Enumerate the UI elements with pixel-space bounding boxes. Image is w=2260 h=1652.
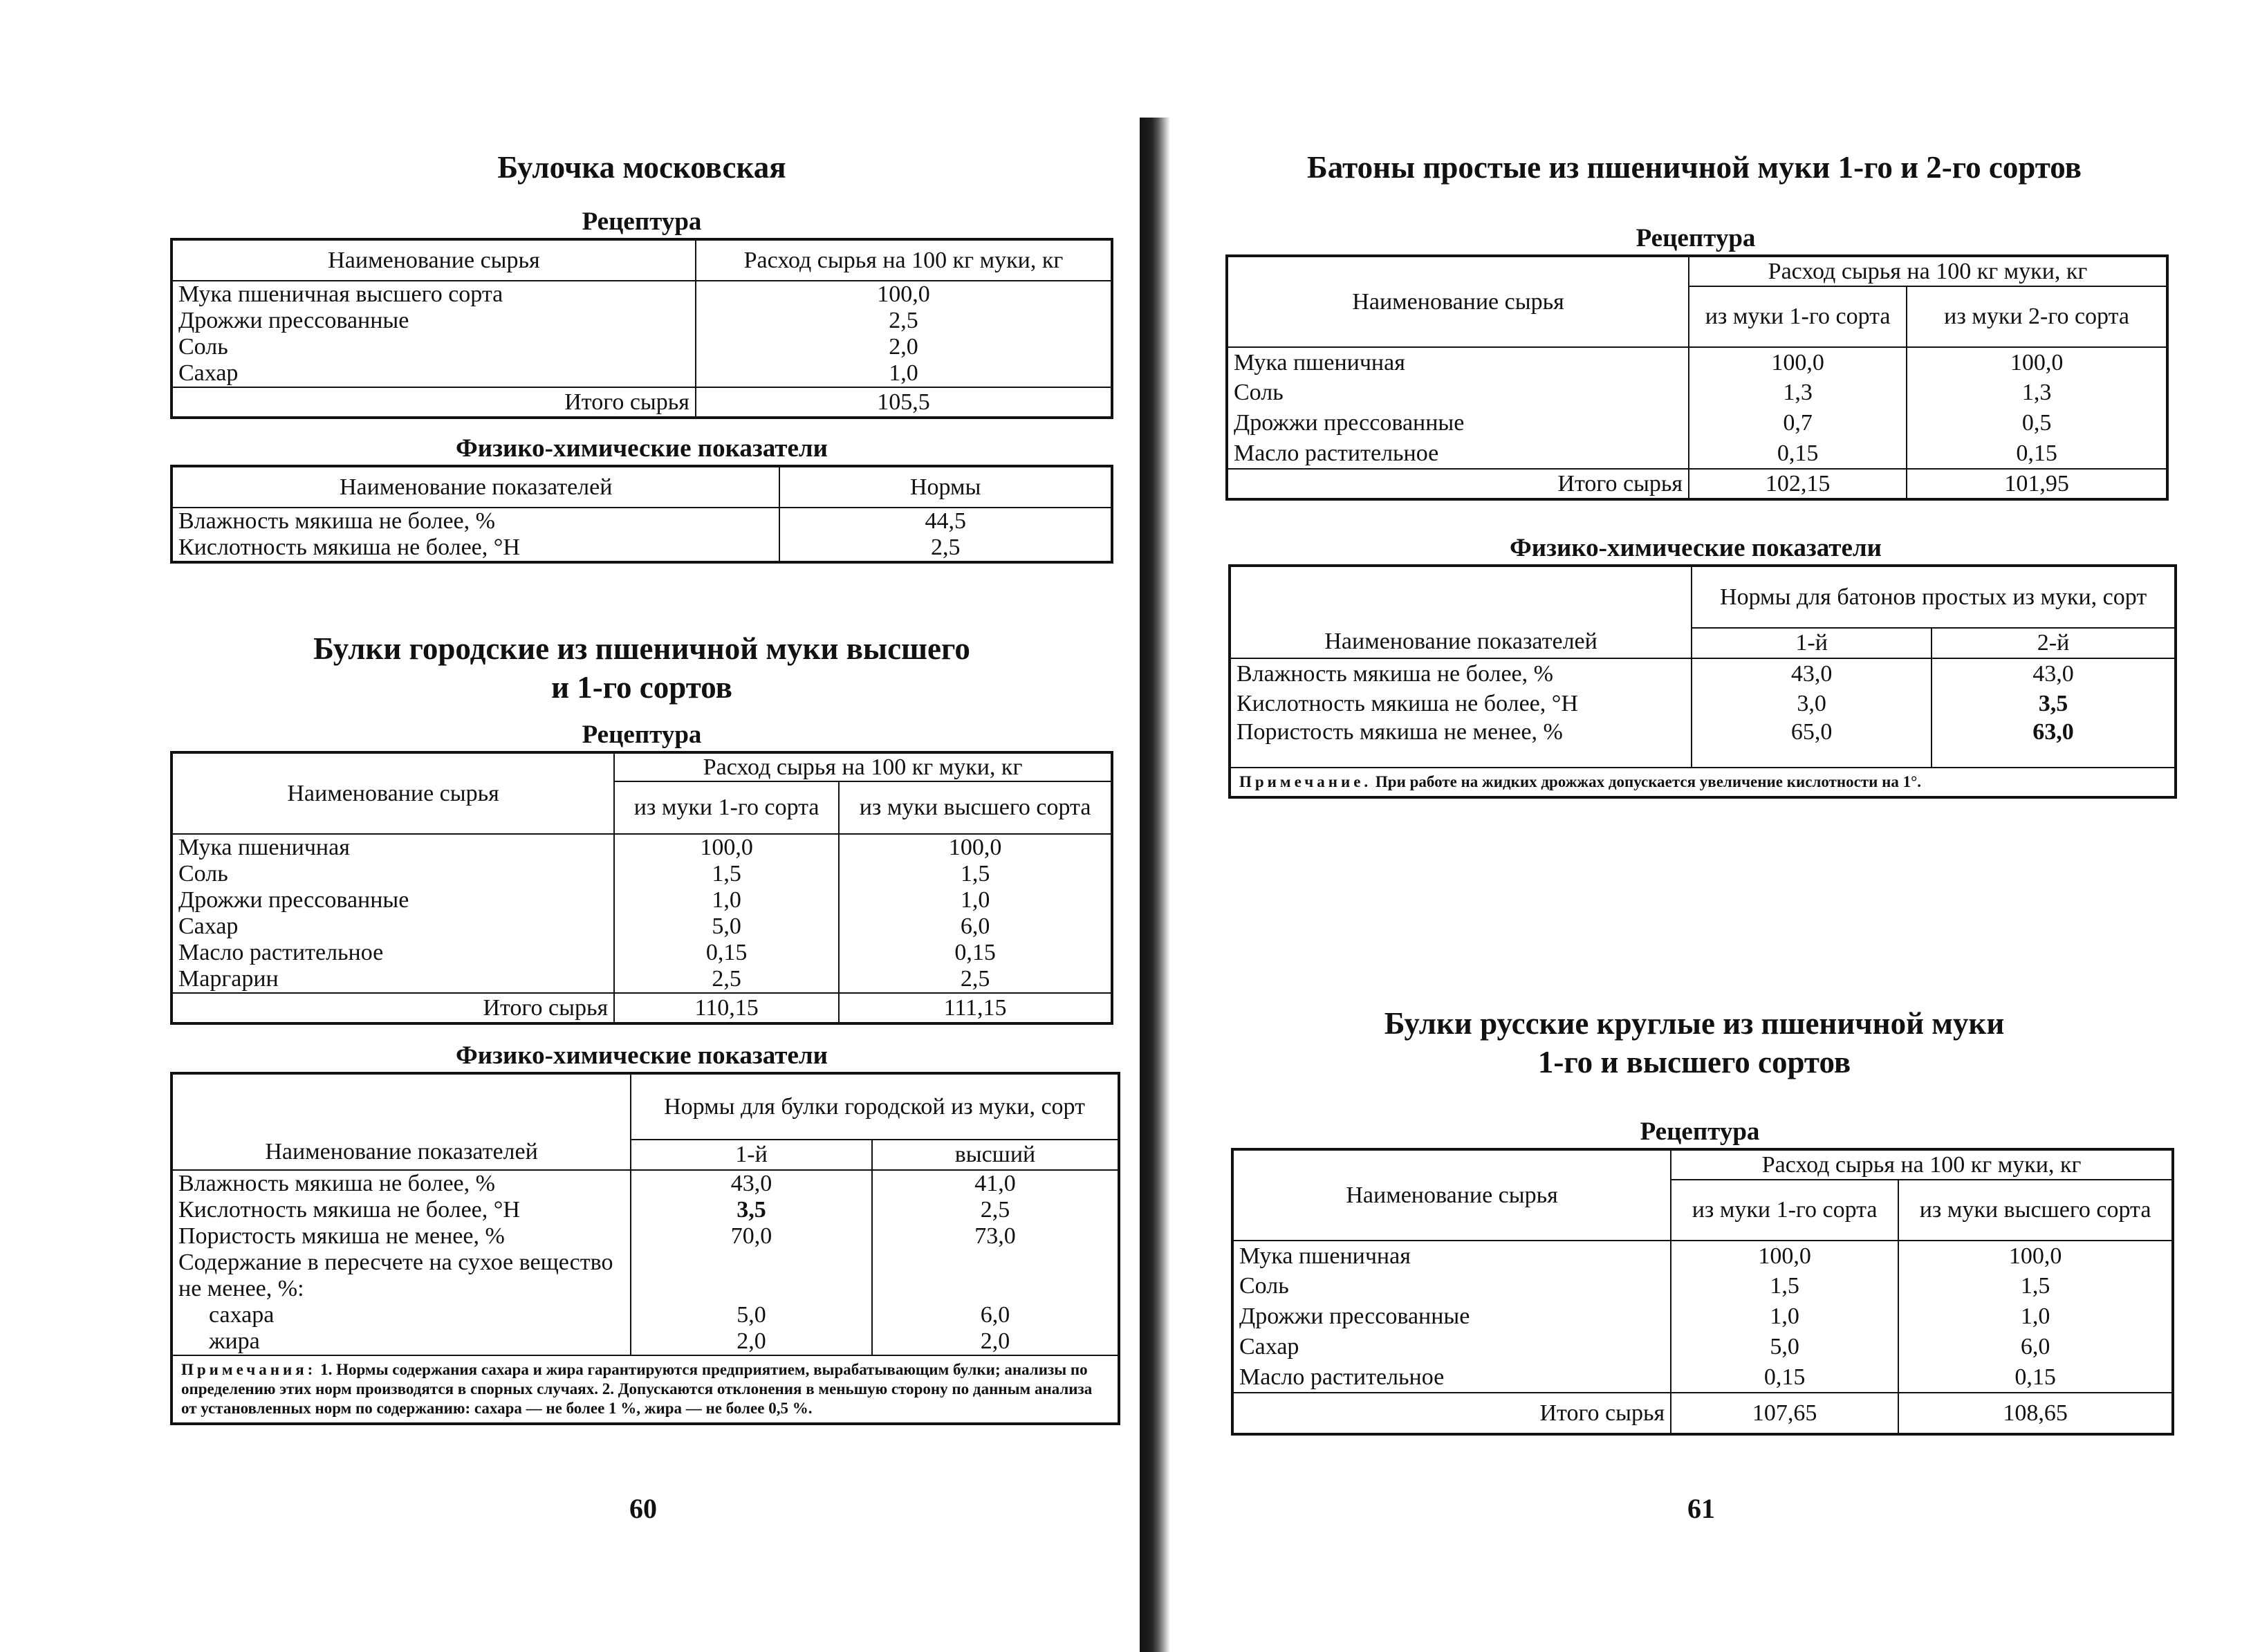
table-row (172, 834, 1112, 861)
row-name: Соль (1232, 1271, 1671, 1301)
row-value-1 (631, 1250, 872, 1302)
moscow-bun-recipe-table (170, 238, 1113, 419)
row-value-1: 100,0 (1689, 347, 1907, 378)
row-value-2: 43,0 (1932, 658, 2176, 689)
row-name: Дрожжи прессованные (172, 887, 614, 913)
row-value-1: 3,5 (631, 1197, 872, 1223)
col-header-name: Наименование сырья (1227, 256, 1689, 347)
row-value-2: 0,15 (1907, 438, 2167, 469)
row-value-1: 65,0 (1692, 719, 1932, 768)
row-value-1: 100,0 (614, 834, 839, 861)
row-value-2 (872, 1250, 1119, 1302)
row-value-2: 63,0 (1932, 719, 2176, 768)
table-row (172, 913, 1112, 940)
row-name: Мука пшеничная (172, 834, 614, 861)
row-name: Кислотность мякиша не более, °Н (1230, 689, 1692, 719)
row-value-1: 1,0 (614, 887, 839, 913)
col-sub-first-grade: из муки 1-го сорта (614, 781, 839, 834)
row-value-2: 6,0 (1898, 1332, 2173, 1362)
simple-loaves-title: Батоны простые из пшеничной муки 1-го и 2-го сортов (1307, 150, 2082, 185)
col-header-indicators: Наименование показателей (172, 466, 779, 508)
row-name: Влажность мякиша не более, % (1230, 658, 1692, 689)
row-value-2: 6,0 (872, 1302, 1119, 1328)
col-header-consumption: Расход сырья на 100 кг муки, кг (696, 239, 1112, 281)
total-value-1: 102,15 (1689, 469, 1907, 499)
total-row (1227, 469, 2167, 499)
row-value-2: 2,5 (839, 966, 1112, 993)
table-row (1227, 438, 2167, 469)
city-buns-recipe-table (170, 751, 1113, 1025)
total-label: Итого сырья (1232, 1393, 1671, 1434)
row-name: Дрожжи прессованные (1232, 1301, 1671, 1332)
total-value-2: 111,15 (839, 993, 1112, 1023)
row-name: Кислотность мякиша не более, °Н (172, 535, 779, 562)
total-value-1: 110,15 (614, 993, 839, 1023)
row-value-1: 1,3 (1689, 378, 1907, 408)
moscow-bun-phys-table (170, 465, 1113, 564)
simple-loaves-phys-table (1228, 564, 2177, 799)
table-row (1230, 658, 2176, 689)
row-name: Пористость мякиша не менее, % (172, 1223, 631, 1250)
row-value-1: 43,0 (1692, 658, 1932, 689)
moscow-bun-phys-heading: Физико-химические показатели (456, 434, 828, 463)
row-value-2: 41,0 (872, 1170, 1119, 1197)
row-value-1: 0,7 (1689, 408, 1907, 438)
col-sub-first-grade: из муки 1-го сорта (1671, 1180, 1898, 1241)
row-value-2: 0,15 (839, 940, 1112, 966)
row-name: Сахар (1232, 1332, 1671, 1362)
row-value-2: 0,15 (1898, 1362, 2173, 1393)
col-header-name: Наименование сырья (172, 752, 614, 834)
total-value-2: 101,95 (1907, 469, 2167, 499)
total-value-1: 107,65 (1671, 1393, 1898, 1434)
total-value: 105,5 (696, 387, 1112, 418)
table-row (172, 360, 1112, 387)
row-value-1: 70,0 (631, 1223, 872, 1250)
simple-loaves-phys-heading: Физико-химические показатели (1510, 534, 1882, 562)
row-name: Дрожжи прессованные (172, 308, 696, 334)
moscow-bun-recipe-heading: Рецептура (582, 207, 702, 236)
table-row (172, 966, 1112, 993)
table-row (1232, 1241, 2173, 1271)
table-row (1227, 408, 2167, 438)
row-value-2: 73,0 (872, 1223, 1119, 1250)
table-row (172, 861, 1112, 887)
row-value-2: 1,5 (839, 861, 1112, 887)
note-text: 1. Нормы содержания сахара и жира гарантируются предприятием, вырабатывающим булки; анализы по определению этих норм производятся в спорных случаях. 2. Допускаются отклонения в меньшую сторону по данным анализа от установленных норм по содержанию: сахара — не более 1 %, жира — не более 0,5 %. (181, 1361, 1093, 1417)
city-buns-title: Булки городские из пшеничной муки высшего и 1-го сортов (313, 631, 970, 705)
table-note (1230, 768, 2176, 797)
row-name: Мука пшеничная высшего сорта (172, 281, 696, 308)
col-sub-premium-grade: высший (872, 1140, 1119, 1170)
table-row (172, 1197, 1119, 1223)
row-value-2: 1,5 (1898, 1271, 2173, 1301)
table-row (172, 887, 1112, 913)
table-row (172, 281, 1112, 308)
note-label: Примечание. (1239, 773, 1372, 790)
city-buns-recipe-heading: Рецептура (582, 721, 702, 749)
row-value: 1,0 (696, 360, 1112, 387)
table-row (172, 508, 1112, 535)
russian-buns-recipe-table (1231, 1148, 2174, 1436)
row-name: Соль (1227, 378, 1689, 408)
col-header-name: Наименование сырья (172, 239, 696, 281)
col-sub-first-grade: из муки 1-го сорта (1689, 286, 1907, 347)
row-value-1: 5,0 (1671, 1332, 1898, 1362)
row-name: Кислотность мякиша не более, °Н (172, 1197, 631, 1223)
row-value-1: 0,15 (1689, 438, 1907, 469)
table-row (172, 1328, 1119, 1355)
table-row (1232, 1362, 2173, 1393)
table-row (1227, 347, 2167, 378)
row-value-1: 5,0 (614, 913, 839, 940)
row-value-1: 1,5 (614, 861, 839, 887)
note-text: При работе на жидких дрожжах допускается увеличение кислотности на 1°. (1375, 773, 1922, 790)
row-value-2: 3,5 (1932, 689, 2176, 719)
row-name: Влажность мякиша не более, % (172, 1170, 631, 1197)
row-value-2: 1,3 (1907, 378, 2167, 408)
table-row (1232, 1271, 2173, 1301)
row-name: Сахар (172, 913, 614, 940)
total-row (172, 387, 1112, 418)
row-value-1: 1,5 (1671, 1271, 1898, 1301)
table-row (172, 1223, 1119, 1250)
city-buns-phys-heading: Физико-химические показатели (456, 1041, 828, 1070)
row-value-1: 100,0 (1671, 1241, 1898, 1271)
row-value-1: 2,0 (631, 1328, 872, 1355)
row-value-1: 43,0 (631, 1170, 872, 1197)
page-number-right: 61 (1687, 1493, 1715, 1524)
row-value-1: 5,0 (631, 1302, 872, 1328)
row-name: Пористость мякиша не менее, % (1230, 719, 1692, 768)
row-name: Масло растительное (1227, 438, 1689, 469)
col-header-name: Наименование показателей (172, 1073, 631, 1170)
table-row (172, 940, 1112, 966)
row-value-1: 0,15 (1671, 1362, 1898, 1393)
row-value: 2,5 (779, 535, 1112, 562)
total-label: Итого сырья (172, 387, 696, 418)
row-name: Сахар (172, 360, 696, 387)
row-value: 100,0 (696, 281, 1112, 308)
row-name: Мука пшеничная (1232, 1241, 1671, 1271)
simple-loaves-recipe-heading: Рецептура (1636, 224, 1756, 252)
row-value-1: 0,15 (614, 940, 839, 966)
table-row (172, 1170, 1119, 1197)
row-name: Мука пшеничная (1227, 347, 1689, 378)
total-value-2: 108,65 (1898, 1393, 2173, 1434)
table-row (1232, 1332, 2173, 1362)
table-row (1230, 689, 2176, 719)
row-value-2: 6,0 (839, 913, 1112, 940)
table-row (172, 308, 1112, 334)
russian-buns-recipe-heading: Рецептура (1640, 1117, 1760, 1146)
row-name: Соль (172, 334, 696, 360)
moscow-bun-title: Булочка московская (497, 150, 786, 185)
row-value: 44,5 (779, 508, 1112, 535)
col-header-name: Наименование сырья (1232, 1149, 1671, 1241)
row-value: 2,0 (696, 334, 1112, 360)
col-sub-first-grade: 1-й (631, 1140, 872, 1170)
row-value-2: 1,0 (839, 887, 1112, 913)
col-header-group: Нормы для булки городской из муки, сорт (631, 1073, 1119, 1140)
col-header-group: Расход сырья на 100 кг муки, кг (614, 752, 1112, 781)
total-label: Итого сырья (1227, 469, 1689, 499)
col-header-name: Наименование показателей (1230, 566, 1692, 658)
row-name: жира (172, 1328, 631, 1355)
col-header-norms: Нормы (779, 466, 1112, 508)
total-row (1232, 1393, 2173, 1434)
note-label: Примечания: (181, 1361, 317, 1378)
row-value-1: 2,5 (614, 966, 839, 993)
simple-loaves-recipe-table (1225, 254, 2169, 501)
table-row (172, 1302, 1119, 1328)
table-row (172, 334, 1112, 360)
row-value: 2,5 (696, 308, 1112, 334)
row-name: Дрожжи прессованные (1227, 408, 1689, 438)
row-name: Влажность мякиша не более, % (172, 508, 779, 535)
total-label: Итого сырья (172, 993, 614, 1023)
row-value-2: 100,0 (1898, 1241, 2173, 1271)
book-spine (1140, 118, 1170, 1652)
row-name: Масло растительное (1232, 1362, 1671, 1393)
col-sub-premium-grade: из муки высшего сорта (1898, 1180, 2173, 1241)
table-row (1230, 719, 2176, 768)
row-value-2: 2,5 (872, 1197, 1119, 1223)
total-row (172, 993, 1112, 1023)
row-value-2: 2,0 (872, 1328, 1119, 1355)
col-header-group: Нормы для батонов простых из муки, сорт (1692, 566, 2176, 628)
row-name: Маргарин (172, 966, 614, 993)
col-sub-first-grade: 1-й (1692, 628, 1932, 658)
row-name: сахара (172, 1302, 631, 1328)
right-page (1176, 0, 2260, 1652)
row-name: Масло растительное (172, 940, 614, 966)
table-note (172, 1355, 1119, 1424)
row-value-2: 100,0 (1907, 347, 2167, 378)
table-row (172, 1250, 1119, 1302)
row-value-2: 100,0 (839, 834, 1112, 861)
row-value-2: 1,0 (1898, 1301, 2173, 1332)
col-header-group: Расход сырья на 100 кг муки, кг (1689, 256, 2167, 286)
col-sub-second-grade: из муки 2-го сорта (1907, 286, 2167, 347)
russian-buns-title: Булки русские круглые из пшеничной муки 1-го и высшего сортов (1384, 1006, 2005, 1079)
note-row (172, 1355, 1119, 1424)
row-value-2: 0,5 (1907, 408, 2167, 438)
col-sub-premium-grade: из муки высшего сорта (839, 781, 1112, 834)
table-row (1227, 378, 2167, 408)
city-buns-phys-table (170, 1072, 1120, 1425)
row-value-1: 3,0 (1692, 689, 1932, 719)
row-value-1: 1,0 (1671, 1301, 1898, 1332)
col-header-group: Расход сырья на 100 кг муки, кг (1671, 1149, 2173, 1180)
page-number-left: 60 (629, 1493, 657, 1524)
table-row (172, 535, 1112, 562)
col-sub-second-grade: 2-й (1932, 628, 2176, 658)
note-row (1230, 768, 2176, 797)
row-name: Соль (172, 861, 614, 887)
row-name: Содержание в пересчете на сухое вещество не менее, %: (172, 1250, 631, 1302)
table-row (1232, 1301, 2173, 1332)
